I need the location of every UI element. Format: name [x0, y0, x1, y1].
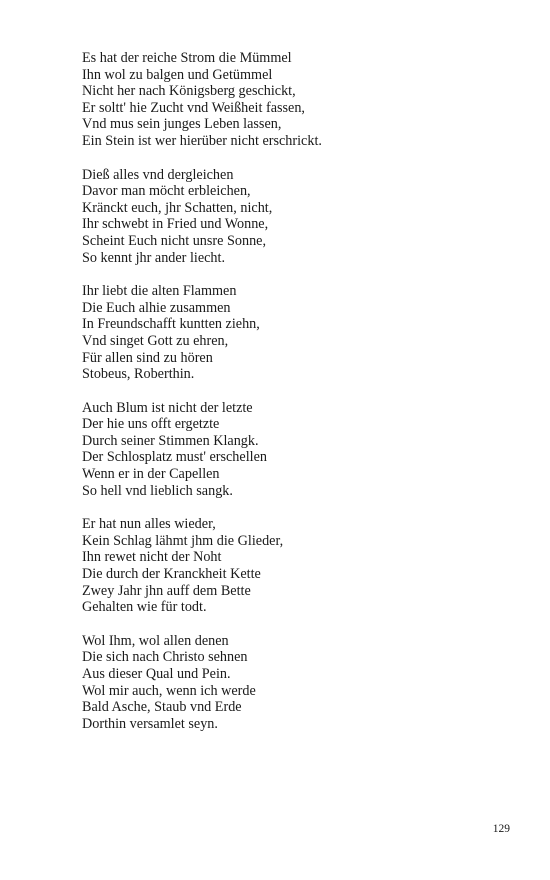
stanza-1: [82, 50, 482, 150]
poem-line: Davor man möcht erbleichen,: [82, 183, 251, 200]
poem-line: Für allen sind zu hören: [82, 349, 213, 366]
poem-line: Der Schlosplatz must' erschellen: [82, 449, 267, 466]
poem-line: Ihr liebt die alten Flammen: [82, 283, 237, 300]
poem-line: Kein Schlag lähmt jhm die Glieder,: [82, 532, 284, 549]
poem-line: Aus dieser Qual und Pein.: [82, 666, 231, 682]
poem-line: Er soltt' hie Zucht vnd Weißheit fassen,: [82, 99, 305, 116]
stanza-6: [82, 633, 482, 733]
poem-line: Vnd mus sein junges Leben lassen,: [82, 116, 282, 133]
poem-line: Scheint Euch nicht unsre Sonne,: [82, 232, 267, 249]
stanza-4: [82, 400, 482, 500]
poem-line: Die sich nach Christo sehnen: [82, 649, 248, 666]
poem-line: Die Euch alhie zusammen: [82, 299, 231, 316]
poem-line: So hell vnd lieblich sangk.: [82, 482, 233, 499]
poem-line: Der hie uns offt ergetzte: [82, 416, 220, 433]
poem-line: Auch Blum ist nicht der letzte: [82, 399, 253, 416]
stanza-3: [82, 283, 482, 383]
poem-line: Vnd singet Gott zu ehren,: [82, 332, 229, 349]
poem-line: Nicht her nach Königsberg geschickt,: [82, 83, 296, 100]
stanza-5: [82, 516, 482, 616]
page-number: 129: [492, 823, 510, 835]
poem-line: Dieß alles vnd dergleichen: [82, 166, 234, 183]
poem-line: Ihn wol zu balgen und Getümmel: [82, 66, 273, 83]
poem-line: Es hat der reiche Strom die Mümmel: [82, 50, 292, 66]
poem-line: In Freundschafft kuntten ziehn,: [82, 316, 260, 333]
poem-line: Wenn er in der Capellen: [82, 466, 220, 483]
poem-line: Stobeus, Roberthin.: [82, 366, 195, 383]
poem-body: [82, 50, 482, 749]
stanza-2: [82, 167, 482, 267]
poem-line: Ihn rewet nicht der Noht: [82, 549, 222, 566]
poem-line: Zwey Jahr jhn auff dem Bette: [82, 582, 251, 599]
poem-line: So kennt jhr ander liecht.: [82, 249, 226, 266]
poem-line: Die durch der Kranckheit Kette: [82, 566, 261, 583]
poem-line: Wol mir auch, wenn ich werde: [82, 682, 256, 699]
poem-line: Ihr schwebt in Fried und Wonne,: [82, 216, 269, 233]
poem-line: Wol Ihm, wol allen denen: [82, 632, 229, 649]
poem-line: Kränckt euch, jhr Schatten, nicht,: [82, 199, 273, 216]
poem-line: Bald Asche, Staub vnd Erde: [82, 699, 242, 716]
poem-line: Dorthin versamlet seyn.: [82, 715, 218, 732]
poem-line: Ein Stein ist wer hierüber nicht erschrickt.: [82, 132, 322, 149]
poem-line: Durch seiner Stimmen Klangk.: [82, 432, 259, 449]
poem-line: Gehalten wie für todt.: [82, 599, 207, 616]
poem-line: Er hat nun alles wieder,: [82, 516, 216, 533]
